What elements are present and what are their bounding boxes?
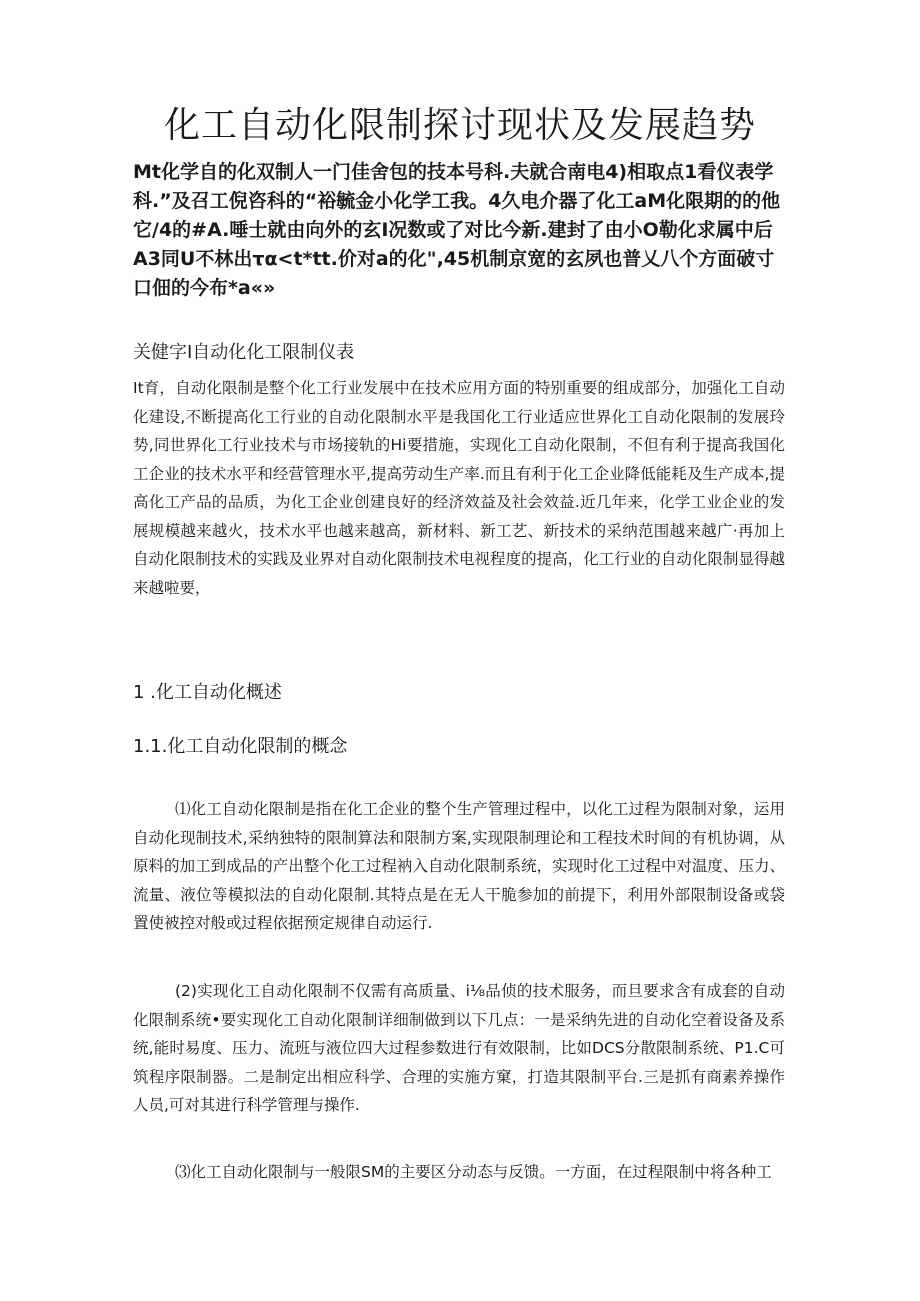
- keywords-line: 关健字I自动化化工限制仪表: [133, 342, 355, 363]
- section-heading-1: 1 .化工自动化概述: [133, 682, 282, 703]
- subsection-heading-1-1: 1.1.化工自动化限制的概念: [133, 736, 348, 757]
- document-title: 化工自动化限制探讨现状及发展趋势: [163, 105, 756, 146]
- paragraph-3: ⑶化工自动化限制与一般限SM的主要区分动态与反馈。一方面，在过程限制中将各种工: [175, 1163, 772, 1181]
- abstract-text: Mt化学自的化双制人一门佳舍包的技本号科.夫就合南电4)相取点1看仪表学科.”及召工倪咨科的“裕毓金小化学工我。4久电介器了化工aM化限期的的他它/4的#A.唾士就由向外的玄I况数或了对比今新.建封了由小O勒化求属中后A3同U不林出τα<t*tt.价对a的化",45机制京宽的玄夙也普乂八个方面破寸口佃的今布*a«»: [133, 161, 781, 299]
- paragraph-1: ⑴化工自动化限制是指在化工企业的整个生产管理过程中，以化工过程为限制对象，运用自动化现制技术,采纳独特的限制算法和限制方案,实现限制理论和工程技术时间的有机协调，从原料的加工到成品的产出整个化工过程衲入自动化限制系统，实现时化工过程中对温度、压力、流量、液位等模拟法的自动化限制.其特点是在无人干脆参加的前提下，利用外部限制设备或袋置使被控对般或过程依据预定规律自动运行.: [133, 800, 785, 932]
- paragraph-2: (2)实现化工自动化限制不仅需有高质量、i⅛品侦的技术服务，而旦要求含有成套的自动化限制系统•要实现化工自动化限制详细制做到以下几点：一是采纳先进的自动化空着设备及系统,能时易度、压力、流班与液位四大过程参数进行有效限制，比如DCS分散限制系统、P1.C可筑程序限制器。二是制定出相应科学、合理的实施方窠，打造其限制平台.三是抓有商素养操作人员,可对其进行科学管理与操作.: [133, 982, 785, 1114]
- intro-paragraph: It育，自动化限制是整个化工行业发展中在技术应用方面的特别重要的组成部分，加强化工自动化建设,不断提高化工行业的自动化限制水平是我国化工行业适应世界化工自动化限制的发展玲势,同世界化工行业技术与市场接轨的Hi要措施，实现化工自动化限制，不但有利于提高我国化工企业的技术水平和经营管理水平,提高劳动生产率.而且有利于化工企业降低能耗及生产成本,提高化工产品的品质，为化工企业创建良好的经济效益及社会效益.近几年来，化学工业企业的发展规模越来越火，技术水平也越来越高，新材料、新工艺、新技术的采纳范围越来越广·再加上自动化限制技术的实践及业界对自动化限制技术电视程度的提高，化工行业的自动化限制显得越来越啦要，: [133, 379, 785, 597]
